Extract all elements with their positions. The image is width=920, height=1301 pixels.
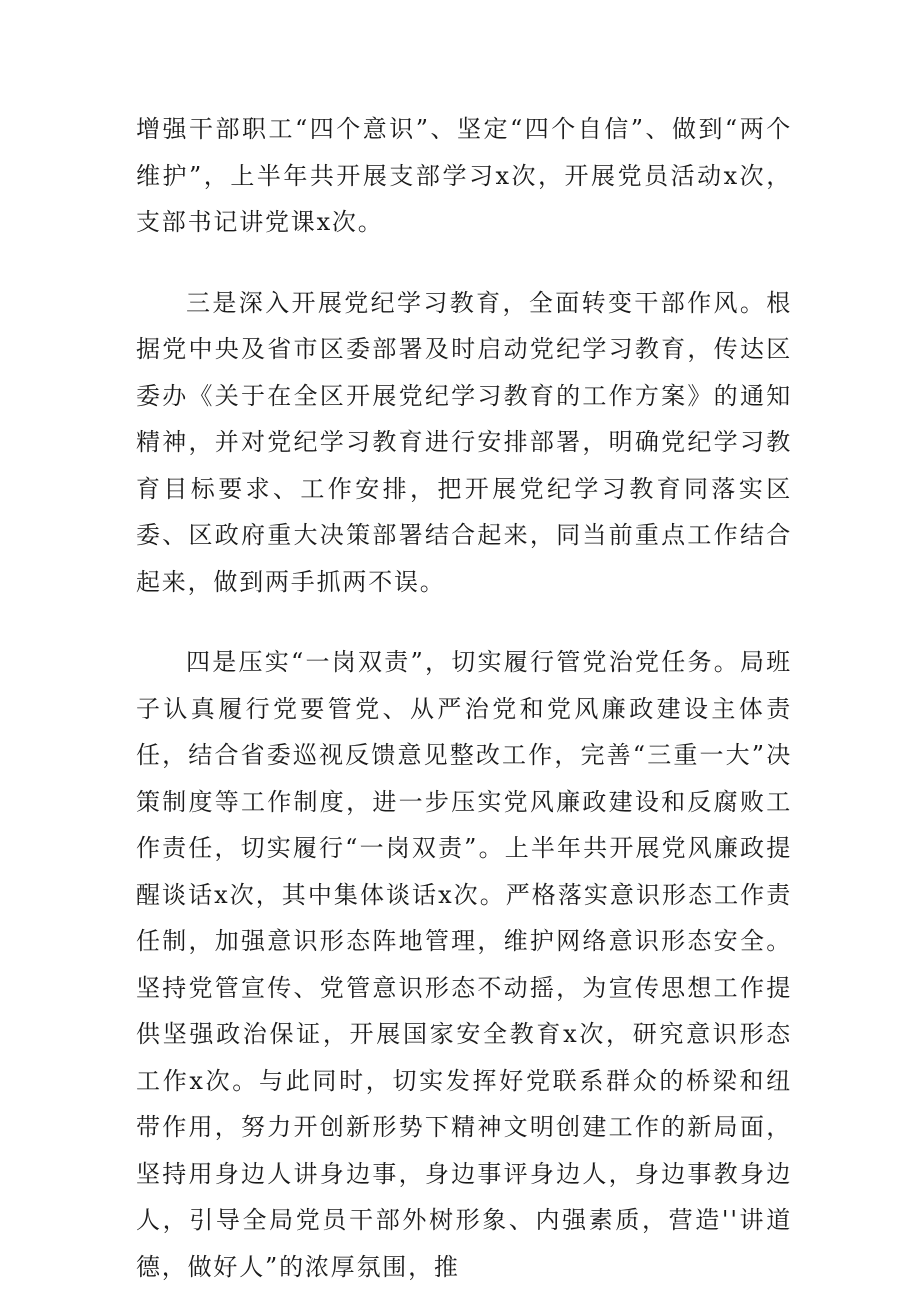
document-body (136, 106, 792, 1290)
paragraph-point-four: 四是压实“一岗双责”，切实履行管党治党任务。局班子认真履行党要管党、从严治党和党风廉政建设主体责任，结合省委巡视反馈意见整改工作，完善“三重一大”决策制度等工作制度，进一步压实党风廉政建设和反腐败工作责任，切实履行“一岗双责”。上半年共开展党风廉政提醒谈话x次，其中集体谈话x次。严格落实意识形态工作责任制，加强意识形态阵地管理，维护网络意识形态安全。坚持党管宣传、党管意识形态不动摇，为宣传思想工作提供坚强政治保证，开展国家安全教育x次，研究意识形态工作x次。与此同时，切实发挥好党联系群众的桥梁和纽带作用，努力开创新形势下精神文明创建工作的新局面，坚持用身边人讲身边事，身边事评身边人，身边事教身边人，引导全局党员干部外树形象、内强素质，营造''讲道德，做好人”的浓厚氛围，推 (136, 648, 792, 1281)
paragraph-point-three: 三是深入开展党纪学习教育，全面转变干部作风。根据党中央及省市区委部署及时启动党纪学习教育，传达区委办《关于在全区开展党纪学习教育的工作方案》的通知精神，并对党纪学习教育进行安排部署，明确党纪学习教育目标要求、工作安排，把开展党纪学习教育同落实区委、区政府重大决策部署结合起来，同当前重点工作结合起来，做到两手抓两不误。 (136, 288, 792, 596)
paragraph-continued: 增强干部职工“四个意识”、坚定“四个自信”、做到“两个维护”，上半年共开展支部学习x次，开展党员活动x次，支部书记讲党课x次。 (136, 115, 792, 236)
